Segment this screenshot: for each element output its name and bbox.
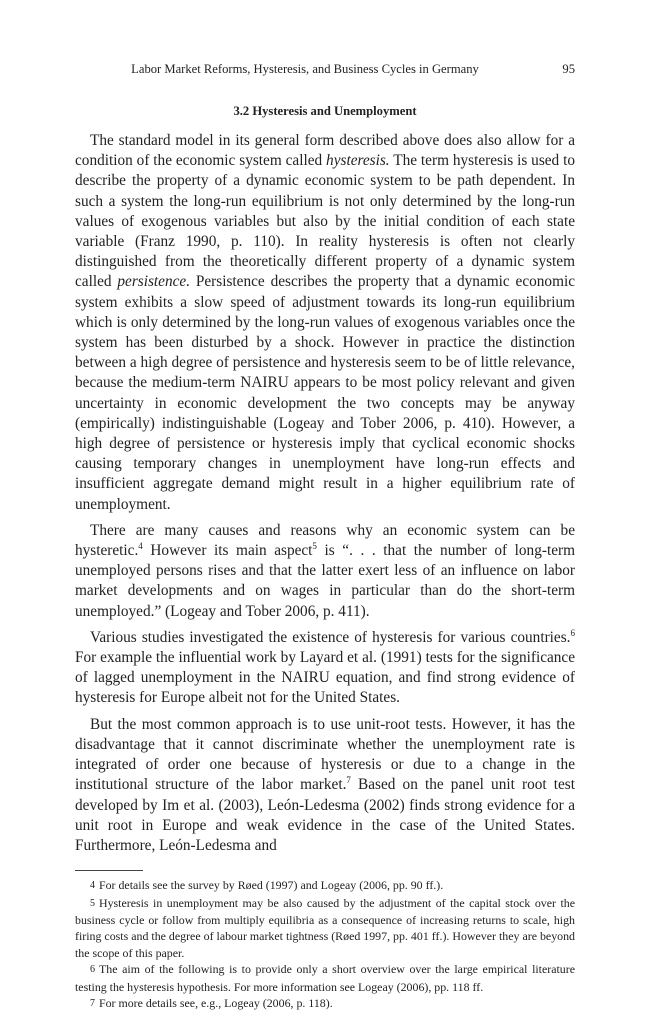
footnote-mark: 4 xyxy=(90,880,95,892)
running-head xyxy=(75,62,575,84)
footnote-ref-6[interactable]: 6 xyxy=(570,627,575,638)
footnote-6: 6 The aim of the following is to provide only a short overview over the large empirical literature testing the hysteresis hypothesis. For more information see Logeay (2006), pp. 118 ff. xyxy=(75,962,575,994)
term-persistence: persistence. xyxy=(117,273,191,291)
footnote-divider xyxy=(75,870,143,871)
footnote-7: 7 For more details see, e.g., Logeay (2006, p. 118). xyxy=(90,995,333,1010)
footnote-5: 5 Hysteresis in unemployment may be also caused by the adjustment of the capital stock over the business cycle or follow from multiply equilibria as a consequence of increasing returns to scale, high firing costs and the degree of labour market tightness (Røed 1997, pp. 401 ff.). However they are beyond the scope of this paper. xyxy=(75,895,575,960)
footnote-mark: 6 xyxy=(90,964,95,976)
term-hysteresis: hysteresis. xyxy=(326,152,390,170)
footnote-ref-5[interactable]: 5 xyxy=(312,541,317,552)
paragraph-1: The standard model in its general form described above does also allow for a condition of the economic system called hysteresis. The term hysteresis is used to describe the property of a dynamic economic system to be path dependent. In such a system the long-run equilibrium is not only determined by the long-run values of exogenous variables but also by the initial condition of each state variable (Franz 1990, p. 110). In reality hysteresis is often not clearly distinguished from the theoretically different property of a dynamic system called persistence. Persistence describes the property that a dynamic economic system exhibits a slow speed of adjustment towards its long-run equilibrium which is only determined by the long-run values of exogenous variables once the system has been disturbed by a shock. However in practice the distinction between a high degree of persistence and hysteresis seem to be of little relevance, because the medium-term NAIRU appears to be most policy relevant and given uncertainty in economic development the two concepts may be anyway (empirically) indistinguishable (Logeay and Tober 2006, p. 410). However, a high degree of persistence or hysteresis imply that cyclical economic shocks causing temporary changes in unemployment have long-run effects and insufficient aggregate demand might result in a higher equilibrium rate of unemployment. xyxy=(75,132,576,513)
paragraph-4: But the most common approach is to use unit-root tests. However, it has the disadvantage that it cannot discriminate whether the unemployment rate is integrated of order one because of hysteresis or due to a change in the institutional structure of the labor market.$^7$ Based on the panel unit root test developed by Im et al. (2003), León-Ledesma (2002) finds strong evidence for a unit root in Europe and weak evidence in the case of the United States. Furthermore, León-Ledesma and xyxy=(75,715,575,854)
footnote-mark: 7 xyxy=(90,997,95,1009)
footnote-4: 4 For details see the survey by Røed (1997) and Logeay (2006, pp. 90 ff.). xyxy=(90,878,444,893)
footnote-ref-7[interactable]: 7 xyxy=(346,775,351,786)
page-number: 95 xyxy=(562,62,575,76)
paragraph-3: Various studies investigated the existence of hysteresis for various countries.$^6$ For example the influential work by Layard et al. (1991) tests for the significance of lagged unemployment in the NAIRU equation, and find strong evidence of hysteresis for Europe albeit not for the United States. xyxy=(75,627,575,707)
running-title: Labor Market Reforms, Hysteresis, and Business Cycles in Germany xyxy=(131,62,479,76)
footnote-ref-4[interactable]: 4 xyxy=(138,541,143,552)
footnote-mark: 5 xyxy=(90,897,95,909)
section-heading: 3.2 Hysteresis and Unemployment xyxy=(233,104,417,118)
page xyxy=(75,62,575,1012)
paragraph-2: There are many causes and reasons why an economic system can be hysteretic.$^4$ However its main aspect$^5$ is “. . . that the number of long-term unemployed persons rises and that the latter exert less of an influence on labor market developments and on wages in particular than do the short-term unemployed.” (Logeay and Tober 2006, p. 411). xyxy=(75,521,575,620)
